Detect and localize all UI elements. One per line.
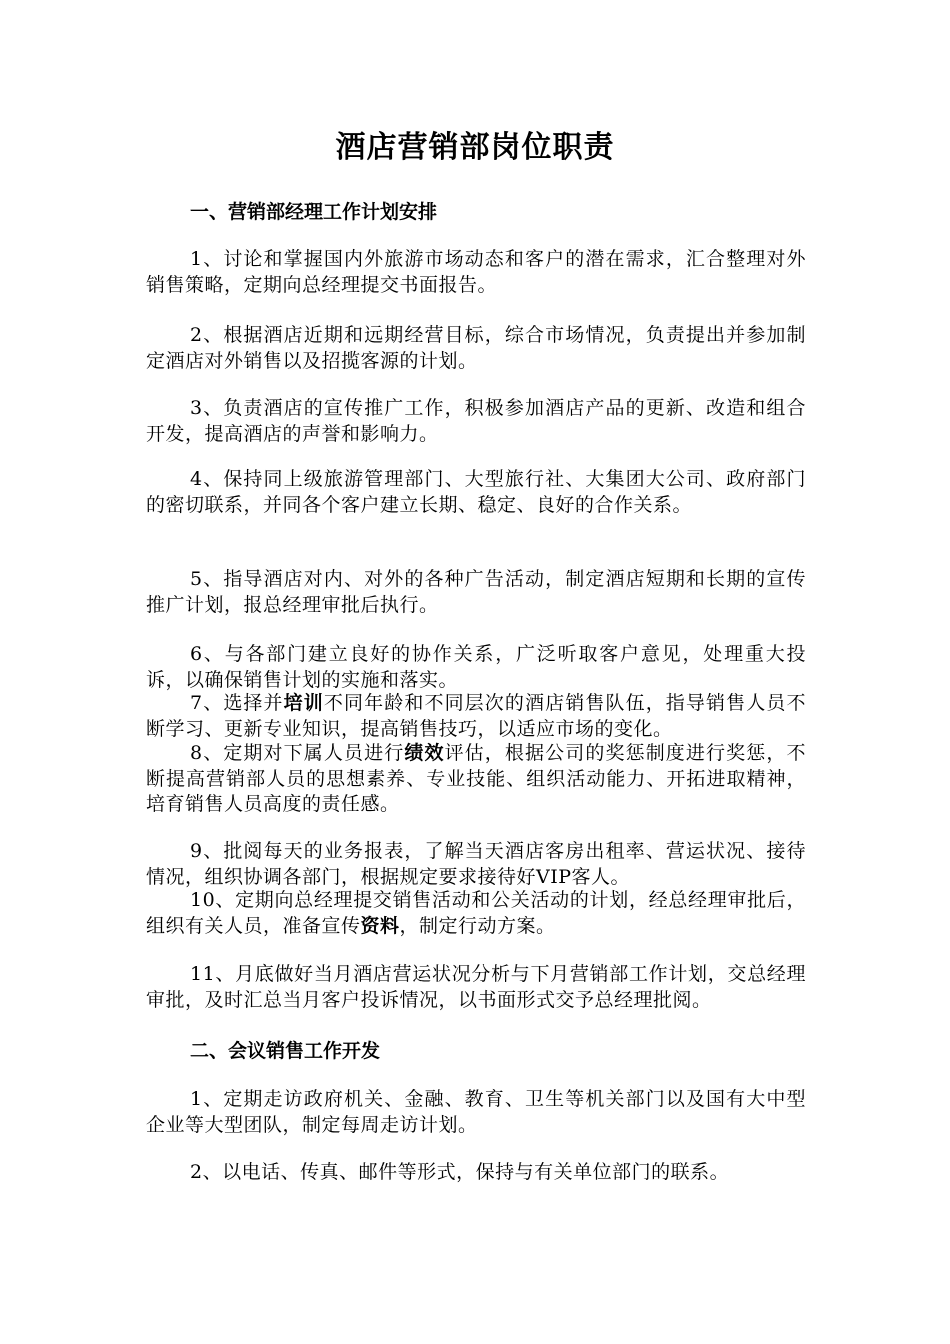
document-title: 酒店营销部岗位职责 (335, 130, 615, 165)
section1-item-4: 4、保持同上级旅游管理部门、大型旅行社、大集团大公司、政府部门的密切联系，并同各个客户建立长期、稳定、良好的合作关系。 (146, 468, 806, 516)
section1-item-11: 11、月底做好当月酒店营运状况分析与下月营销部工作计划，交总经理审批，及时汇总当月客户投诉情况，以书面形式交予总经理批阅。 (146, 963, 806, 1011)
item-10-text: 10、定期向总经理提交销售活动和公关活动的计划，经总经理审批后，组织有关人员，准备宣传资料，制定行动方案。 (146, 889, 806, 937)
item-7-text: 7、选择并培训不同年龄和不同层次的酒店销售队伍，指导销售人员不断学习、更新专业知识，提高销售技巧，以适应市场的变化。 (146, 692, 806, 740)
section1-item-10 (146, 888, 806, 939)
section1-item-8 (146, 741, 806, 818)
section-heading-1: 一、营销部经理工作计划安排 (190, 201, 438, 223)
section1-item-5: 5、指导酒店对内、对外的各种广告活动，制定酒店短期和长期的宣传推广计划，报总经理审批后执行。 (146, 568, 806, 616)
section2-item-2: 2、以电话、传真、邮件等形式，保持与有关单位部门的联系。 (190, 1161, 730, 1183)
section1-item-1: 1、讨论和掌握国内外旅游市场动态和客户的潜在需求，汇合整理对外销售策略，定期向总经理提交书面报告。 (146, 248, 806, 296)
section1-item-6: 6、与各部门建立良好的协作关系，广泛听取客户意见，处理重大投诉，以确保销售计划的实施和落实。 (146, 643, 806, 691)
section1-item-9: 9、批阅每天的业务报表，了解当天酒店客房出租率、营运状况、接待情况，组织协调各部门，根据规定要求接待好VIP客人。 (146, 840, 806, 888)
section2-item-1: 1、定期走访政府机关、金融、教育、卫生等机关部门以及国有大中型企业等大型团队，制定每周走访计划。 (146, 1088, 806, 1136)
section1-item-3: 3、负责酒店的宣传推广工作，积极参加酒店产品的更新、改造和组合开发，提高酒店的声誉和影响力。 (146, 397, 806, 445)
section-heading-2: 二、会议销售工作开发 (190, 1040, 381, 1062)
section1-item-7 (146, 691, 806, 742)
item-8-text: 8、定期对下属人员进行绩效评估，根据公司的奖惩制度进行奖惩，不断提高营销部人员的思想素养、专业技能、组织活动能力、开拓进取精神，培育销售人员高度的责任感。 (146, 742, 806, 815)
section1-item-2: 2、根据酒店近期和远期经营目标，综合市场情况，负责提出并参加制定酒店对外销售以及招揽客源的计划。 (146, 324, 806, 372)
